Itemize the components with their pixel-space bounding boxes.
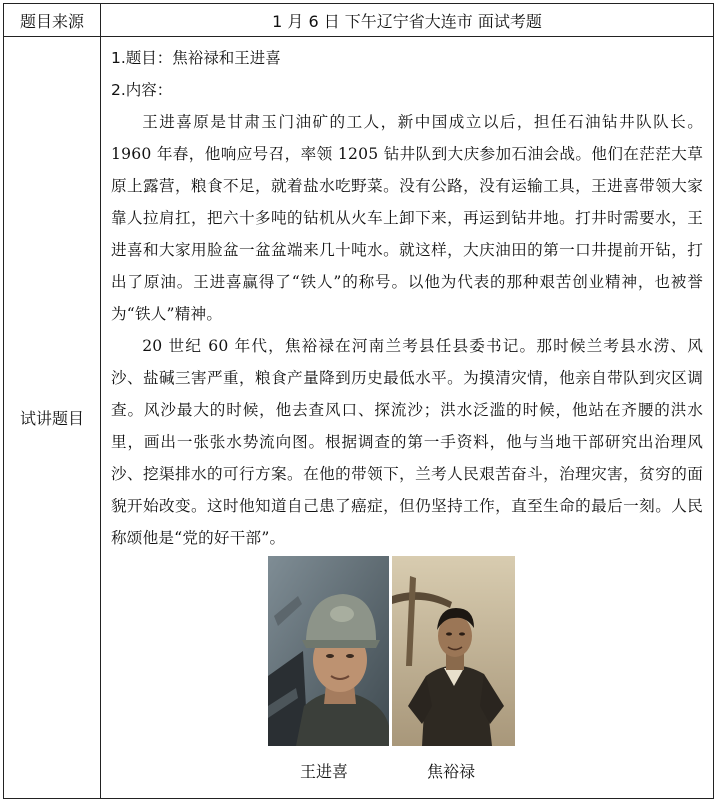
- content-row: [4, 37, 714, 799]
- header-row: [4, 4, 714, 37]
- content-label: 2.内容：: [111, 81, 173, 99]
- lecture-title: 1.题目：焦裕禄和王进喜: [111, 49, 281, 67]
- lecture-content: [101, 37, 714, 799]
- portrait-photo-jiao-yulu: [392, 556, 515, 746]
- lecture-label: 试讲题目: [4, 37, 101, 799]
- source-label: 题目来源: [4, 4, 101, 37]
- photo-area: [111, 556, 703, 792]
- portrait-photo-wang-jinxi: [268, 556, 389, 746]
- exam-table: [3, 3, 714, 799]
- paragraph-wang-jinxi: 王进喜原是甘肃玉门油矿的工人，新中国成立以后，担任石油钻井队队长。1960 年春，他响应号召，率领 1205 钻井队到大庆参加石油会战。他们在茫茫大草原上露营，粮食不足，就着盐水吃野菜。没有公路，没有运输工具，王进喜带领大家靠人拉肩扛，把六十多吨的钻机从火车上卸下来，再运到钻井地。打井时需要水，王进喜和大家用脸盆一盆盆端来几十吨水。就这样，大庆油田的第一口井提前开钻，打出了原油。王进喜赢得了“铁人”的称号。以他为代表的那种艰苦创业精神，也被誉为“铁人”精神。: [111, 113, 703, 323]
- caption-wang-jinxi: 王进喜: [300, 762, 349, 781]
- caption-jiao-yulu: 焦裕禄: [427, 762, 476, 781]
- paragraph-jiao-yulu: 20 世纪 60 年代，焦裕禄在河南兰考县任县委书记。那时候兰考县水涝、风沙、盐碱三害严重，粮食产量降到历史最低水平。为摸清灾情，他亲自带队到灾区调查。风沙最大的时候，他去查风口、探流沙；洪水泛滥的时候，他站在齐腰的洪水里，画出一张张水势流向图。根据调查的第一手资料，他与当地干部研究出治理风沙、挖渠排水的可行方案。在他的带领下，兰考人民艰苦奋斗，治理灾害，贫穷的面貌开始改变。这时他知道自己患了癌症，但仍坚持工作，直至生命的最后一刻。人民称颂他是“党的好干部”。: [111, 337, 703, 547]
- source-value: 1 月 6 日 下午辽宁省大连市 面试考题: [101, 4, 714, 37]
